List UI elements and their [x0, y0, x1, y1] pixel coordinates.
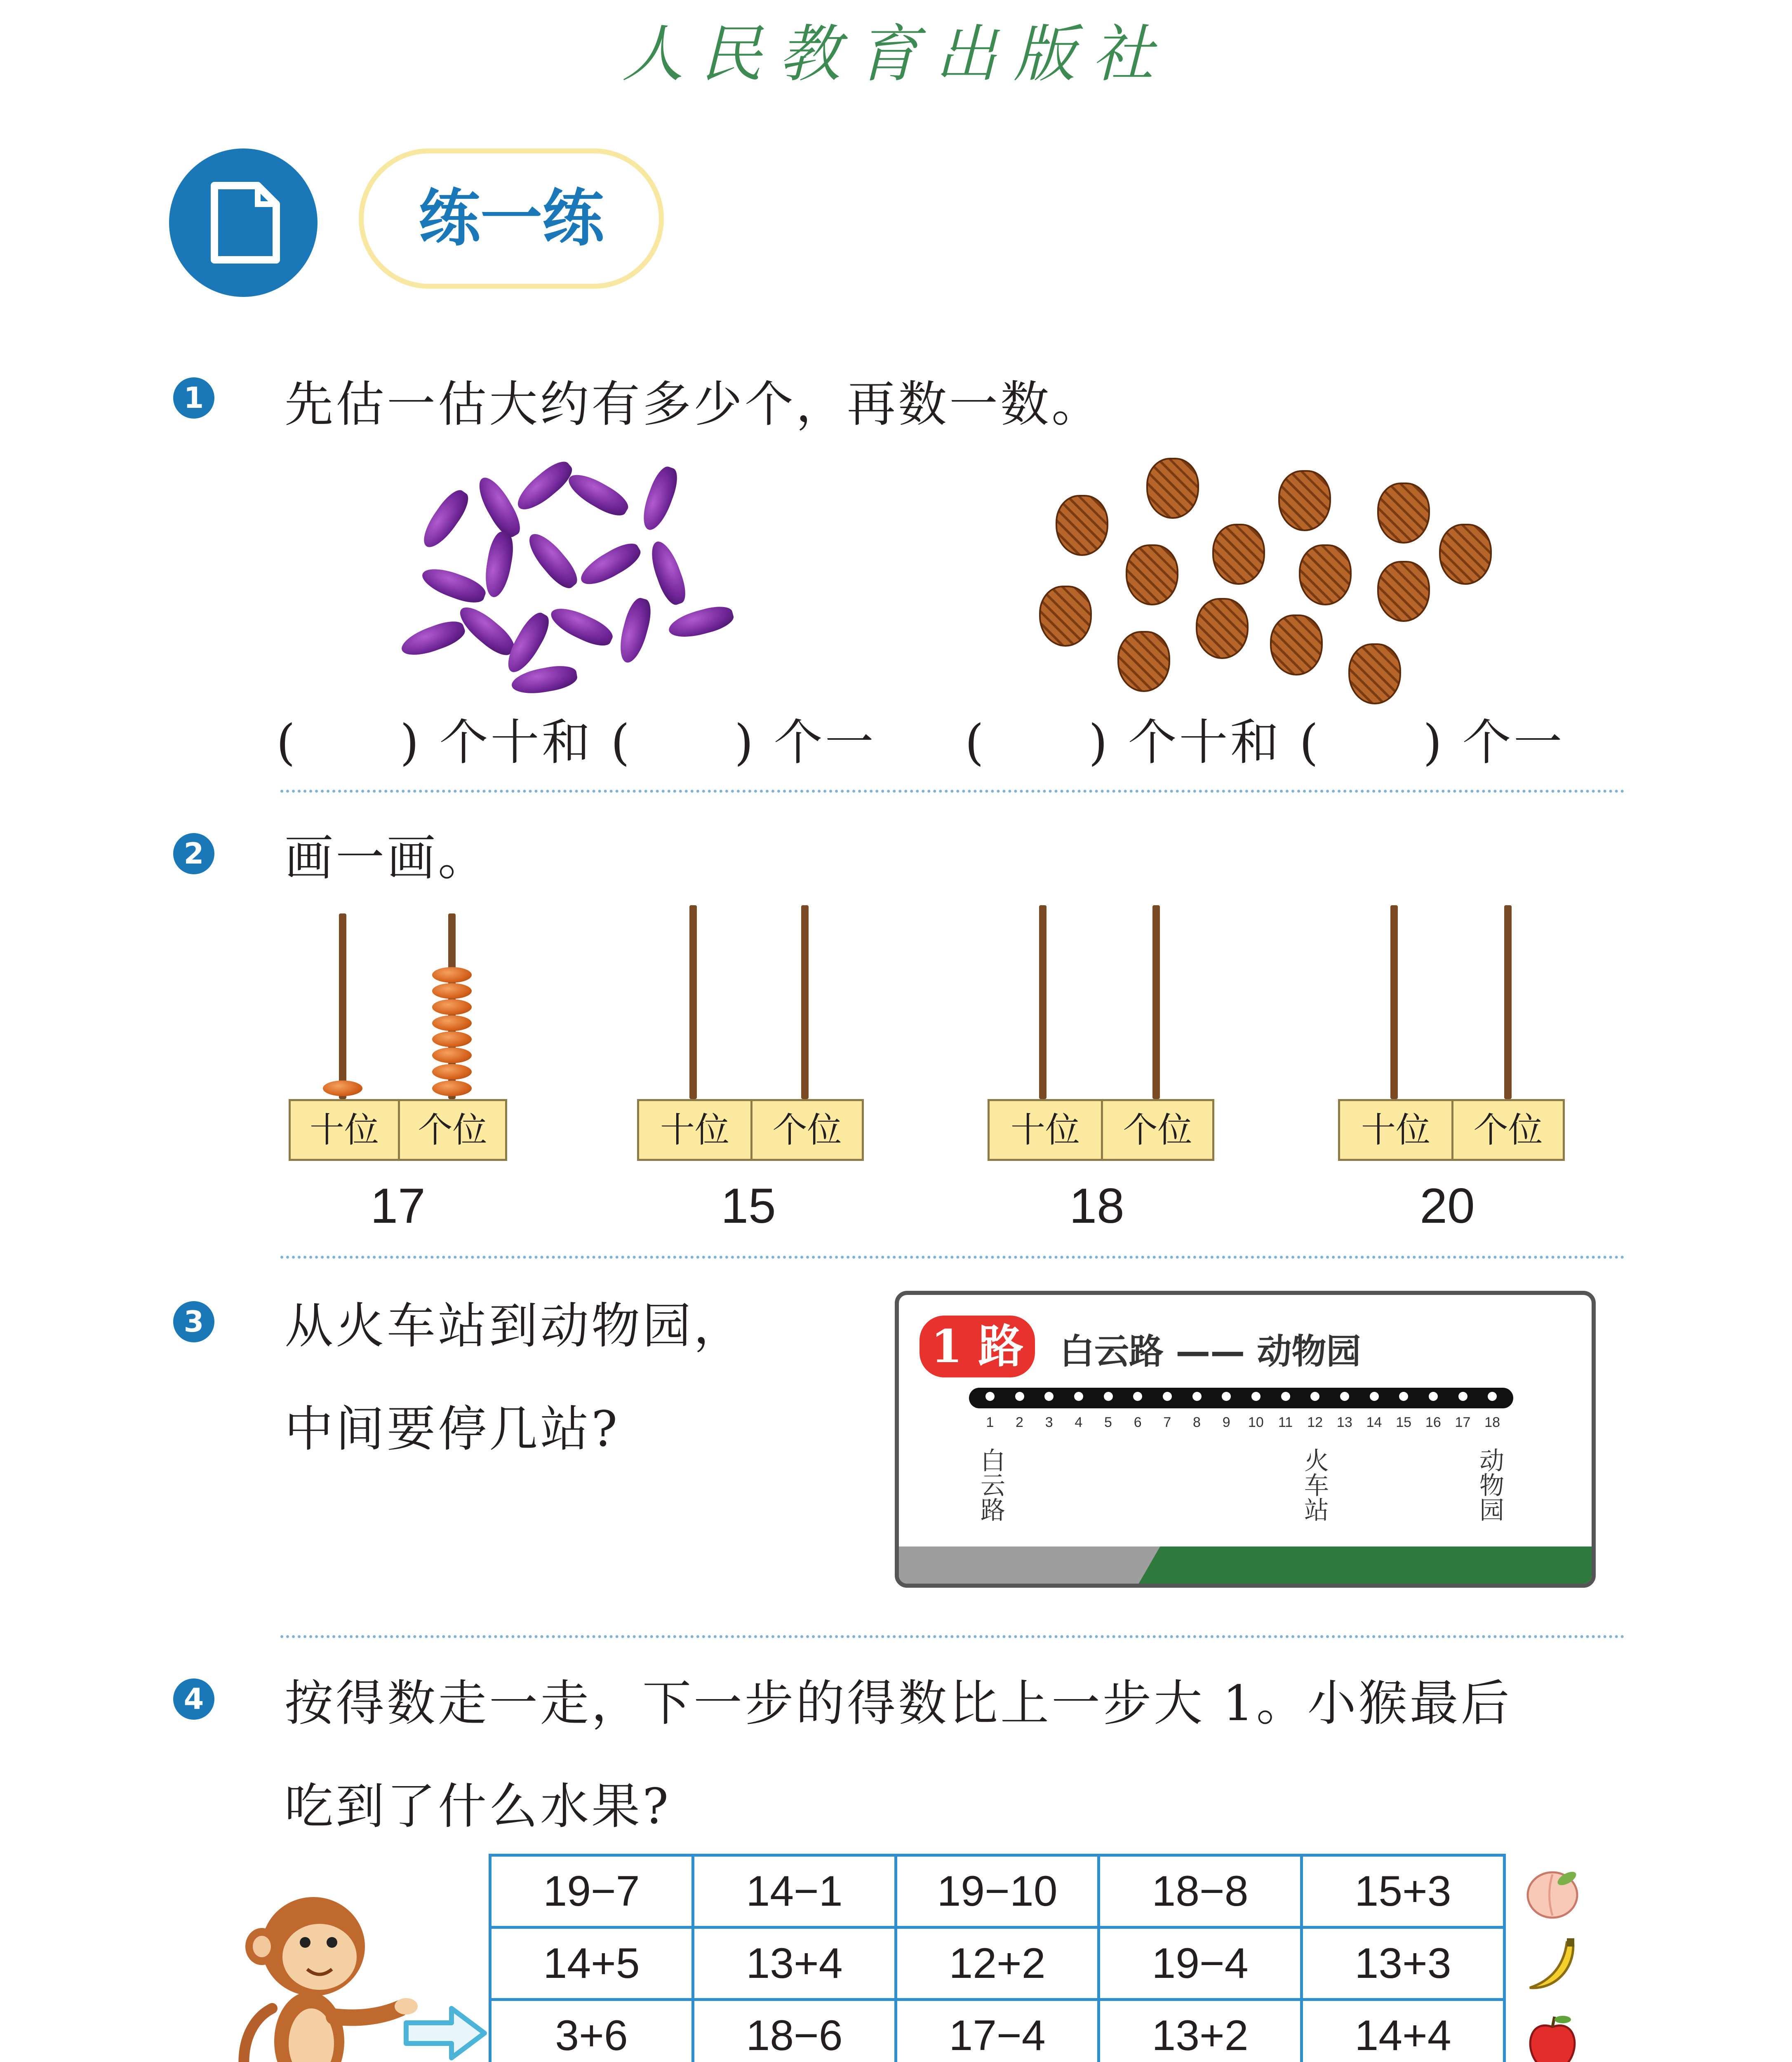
tens-label: 十位 — [309, 1110, 379, 1150]
stop-number: 17 — [1455, 1415, 1471, 1430]
q1-answer-right: ( ) 个十和 ( ) 个一 — [965, 714, 1565, 771]
grid-cell[interactable]: 14+5 — [490, 1928, 693, 2000]
section-title-pill — [359, 148, 664, 289]
page-title: 练一练 — [418, 183, 604, 254]
stop-dot — [1015, 1392, 1024, 1401]
question-1-badge: 1 — [173, 377, 214, 419]
grid-cell[interactable]: 13+3 — [1302, 1928, 1505, 2000]
grid-cell[interactable]: 19−4 — [1099, 1928, 1302, 2000]
route-number-badge: 1 路 — [920, 1316, 1035, 1377]
ones-label: 个位 — [1451, 1101, 1563, 1159]
stop-number: 16 — [1425, 1415, 1441, 1430]
ones-label: 个位 — [750, 1101, 862, 1159]
maze-grid — [489, 1854, 1506, 2062]
stop-dot — [1222, 1392, 1231, 1401]
grid-cell[interactable]: 19−10 — [896, 1855, 1099, 1928]
stop-dot — [1251, 1392, 1261, 1401]
table-row — [490, 1928, 1505, 2000]
stop-number: 11 — [1278, 1415, 1293, 1430]
question-4-line-1: 按得数走一走，下一步的得数比上一步大 1。小猴最后 — [285, 1675, 1512, 1732]
q1-answer-left: ( ) 个十和 ( ) 个一 — [276, 714, 876, 771]
stop-label-baiyun: 白云路 — [976, 1448, 1005, 1522]
stop-number: 4 — [1075, 1415, 1083, 1430]
abacus-number: 20 — [1420, 1178, 1475, 1233]
table-row — [490, 2000, 1505, 2062]
stop-dot — [1192, 1392, 1202, 1401]
grid-cell[interactable]: 13+4 — [693, 1928, 896, 2000]
banana-icon[interactable] — [1522, 1936, 1583, 1998]
question-3-line-2: 中间要停几站? — [285, 1401, 620, 1457]
stop-number: 18 — [1484, 1415, 1500, 1430]
route-name: 白云路 —— 动物园 — [1060, 1331, 1361, 1372]
divider — [280, 790, 1625, 793]
abacus-number: 17 — [370, 1178, 426, 1233]
monkey-illustration — [223, 1885, 421, 2062]
grid-cell[interactable]: 15+3 — [1302, 1855, 1505, 1928]
question-2-text: 画一画。 — [285, 829, 489, 886]
grid-cell[interactable]: 14−1 — [693, 1855, 896, 1928]
divider — [280, 1635, 1625, 1638]
stop-number: 3 — [1045, 1415, 1053, 1430]
stop-number: 14 — [1366, 1415, 1382, 1430]
stop-dot — [1458, 1392, 1467, 1401]
grid-cell[interactable]: 3+6 — [490, 2000, 693, 2062]
tens-label: 十位 — [660, 1110, 729, 1150]
stop-number: 10 — [1248, 1415, 1264, 1430]
stop-dot — [1429, 1392, 1438, 1401]
stop-dot — [1281, 1392, 1290, 1401]
grid-cell[interactable]: 12+2 — [896, 1928, 1099, 2000]
stop-label-zoo: 动物园 — [1475, 1448, 1504, 1522]
question-3-badge: 3 — [173, 1301, 214, 1342]
question-4-line-2: 吃到了什么水果? — [285, 1778, 671, 1835]
stop-number: 1 — [986, 1415, 994, 1430]
stop-number: 12 — [1307, 1415, 1323, 1430]
question-2-badge: 2 — [173, 833, 214, 874]
practice-icon — [169, 148, 317, 297]
stop-number: 5 — [1104, 1415, 1112, 1430]
stop-number: 8 — [1193, 1415, 1201, 1430]
abacus-number: 15 — [721, 1178, 776, 1233]
stop-number: 2 — [1016, 1415, 1023, 1430]
grid-cell[interactable]: 18−6 — [693, 2000, 896, 2062]
stop-dot — [1074, 1392, 1083, 1401]
grid-cell[interactable]: 19−7 — [490, 1855, 693, 1928]
ones-label: 个位 — [398, 1101, 505, 1159]
stop-number: 6 — [1134, 1415, 1142, 1430]
stop-dot — [1163, 1392, 1172, 1401]
stop-dot — [1488, 1392, 1497, 1401]
stop-dot — [1133, 1392, 1142, 1401]
question-4-badge: 4 — [173, 1678, 214, 1720]
stop-number: 15 — [1396, 1415, 1412, 1430]
stop-number: 13 — [1336, 1415, 1352, 1430]
apple-icon[interactable] — [1522, 2010, 1583, 2062]
question-3-line-1: 从火车站到动物园， — [285, 1297, 745, 1354]
question-1-text: 先估一估大约有多少个，再数一数。 — [285, 376, 1103, 433]
bus-route-sign — [895, 1291, 1596, 1588]
start-arrow-icon — [402, 2004, 489, 2062]
stop-numbers — [975, 1415, 1507, 1439]
stop-label-train-station: 火车站 — [1300, 1448, 1329, 1522]
stop-dot — [1399, 1392, 1408, 1401]
abacus-number: 18 — [1069, 1178, 1124, 1233]
stop-dot — [1104, 1392, 1113, 1401]
stop-dot — [1370, 1392, 1379, 1401]
publisher-logo-top: 人民教育出版社 — [621, 19, 1170, 90]
stop-dot — [1340, 1392, 1349, 1401]
ones-label: 个位 — [1101, 1101, 1212, 1159]
stop-number: 7 — [1163, 1415, 1171, 1430]
grid-cell[interactable]: 14+4 — [1302, 2000, 1505, 2062]
grid-cell[interactable]: 17−4 — [896, 2000, 1099, 2062]
stop-dot — [1310, 1392, 1319, 1401]
divider — [280, 1256, 1625, 1259]
table-row — [490, 1855, 1505, 1928]
peach-icon[interactable] — [1522, 1862, 1583, 1924]
stop-dot — [1044, 1392, 1054, 1401]
tens-label: 十位 — [1361, 1110, 1430, 1150]
grid-cell[interactable]: 13+2 — [1099, 2000, 1302, 2062]
tens-label: 十位 — [1010, 1110, 1080, 1150]
stop-dot — [985, 1392, 995, 1401]
grid-cell[interactable]: 18−8 — [1099, 1855, 1302, 1928]
stop-number: 9 — [1222, 1415, 1230, 1430]
